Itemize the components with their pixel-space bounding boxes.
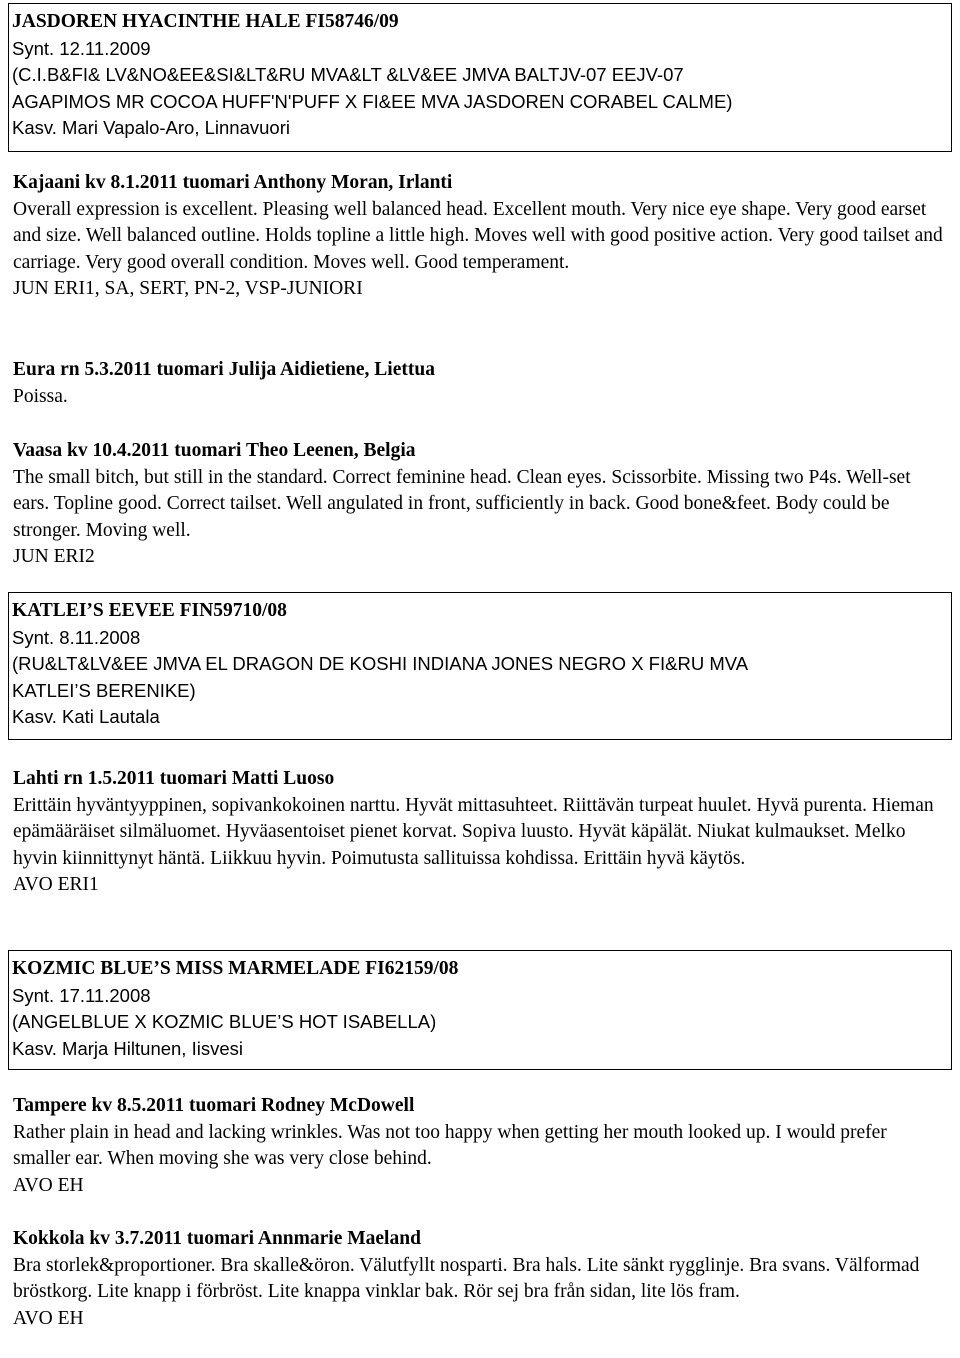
show-heading: Lahti rn 1.5.2011 tuomari Matti Luoso xyxy=(13,768,335,789)
show-critique: The small bitch, but still in the standard. Correct feminine head. Clean eyes. Scissorbite. Missing two P4s. Well-set ears. Topline good. Correct tailset. Well angulated in front, sufficiently in back. Good bone&feet. Body could be stronger. Moving well. xyxy=(13,466,911,541)
dog-info-box xyxy=(8,3,952,152)
show-entry xyxy=(13,766,948,899)
show-result: AVO ERI1 xyxy=(13,874,99,896)
show-critique: Rather plain in head and lacking wrinkles. Was not too happy when getting her mouth looked up. I would prefer smaller ear. When moving she was very close behind. xyxy=(13,1121,887,1170)
dog-born: Synt. 17.11.2008 xyxy=(12,984,151,1006)
dog-parents: (ANGELBLUE X KOZMIC BLUE’S HOT ISABELLA) xyxy=(12,1011,437,1033)
dog-title: JASDOREN HYACINTHE HALE FI58746/09 xyxy=(12,11,399,32)
show-critique: Erittäin hyväntyyppinen, sopivankokoinen narttu. Hyvät mittasuhteet. Riittävän turpeat huulet. Hyvä purenta. Hieman epämääräiset silmäluomet. Hyväasentoiset pienet korvat. Sopiva luusto. Hyvät käpälät. Niukat kulmaukset. Melko hyvin kiinnittynyt häntä. Liikkuu hyvin. Poimutusta sallituissa kohdissa. Erittäin hyvä käytös. xyxy=(13,794,934,869)
show-result: AVO EH xyxy=(13,1174,84,1196)
show-entry xyxy=(13,1226,948,1332)
dog-info-box xyxy=(8,592,952,740)
show-result: JUN ERI1, SA, SERT, PN-2, VSP-JUNIORI xyxy=(13,278,363,300)
dog-breeder: Kasv. Mari Vapalo-Aro, Linnavuori xyxy=(12,117,290,139)
dog-breeder: Kasv. Marja Hiltunen, Iisvesi xyxy=(12,1037,243,1059)
dog-parents: (C.I.B&FI& LV&NO&EE&SI&LT&RU MVA&LT &LV&EE JMVA BALTJV-07 EEJV-07 xyxy=(12,64,684,86)
dog-parents: KATLEI’S BERENIKE) xyxy=(12,679,196,701)
show-heading: Eura rn 5.3.2011 tuomari Julija Aidietiene, Liettua xyxy=(13,359,435,380)
show-result: AVO EH xyxy=(13,1307,84,1329)
show-entry xyxy=(13,438,948,571)
dog-title: KATLEI’S EEVEE FIN59710/08 xyxy=(12,600,287,621)
show-heading: Vaasa kv 10.4.2011 tuomari Theo Leenen, Belgia xyxy=(13,440,416,461)
show-critique: Bra storlek&proportioner. Bra skalle&öron. Välutfyllt nosparti. Bra hals. Lite sänkt rygglinje. Bra svans. Välformad bröstkorg. Lite knapp i förbröst. Lite knappa vinklar bak. Rör sej bra från sidan, lite lös fram. xyxy=(13,1254,920,1303)
show-heading: Kajaani kv 8.1.2011 tuomari Anthony Moran, Irlanti xyxy=(13,172,453,193)
show-entry xyxy=(13,170,948,303)
show-critique: Overall expression is excellent. Pleasing well balanced head. Excellent mouth. Very nice eye shape. Very good earset and size. Well balanced outline. Holds topline a little high. Moves well with good positive action. Very good tailset and carriage. Very good overall condition. Moves well. Good temperament. xyxy=(13,198,943,273)
show-entry xyxy=(13,1093,948,1199)
dog-title: KOZMIC BLUE’S MISS MARMELADE FI62159/08 xyxy=(12,958,459,979)
dog-breeder: Kasv. Kati Lautala xyxy=(12,706,160,728)
show-heading: Kokkola kv 3.7.2011 tuomari Annmarie Maeland xyxy=(13,1228,421,1249)
dog-born: Synt. 12.11.2009 xyxy=(12,37,151,59)
show-result: JUN ERI2 xyxy=(13,546,95,568)
dog-info-box xyxy=(8,950,952,1070)
show-heading: Tampere kv 8.5.2011 tuomari Rodney McDowell xyxy=(13,1095,415,1116)
dog-born: Synt. 8.11.2008 xyxy=(12,626,141,648)
dog-parents: (RU&LT&LV&EE JMVA EL DRAGON DE KOSHI INDIANA JONES NEGRO X FI&RU MVA xyxy=(12,653,749,675)
dog-parents: AGAPIMOS MR COCOA HUFF'N'PUFF X FI&EE MVA JASDOREN CORABEL CALME) xyxy=(12,90,733,112)
show-critique: Poissa. xyxy=(13,385,68,407)
show-entry xyxy=(13,357,948,410)
